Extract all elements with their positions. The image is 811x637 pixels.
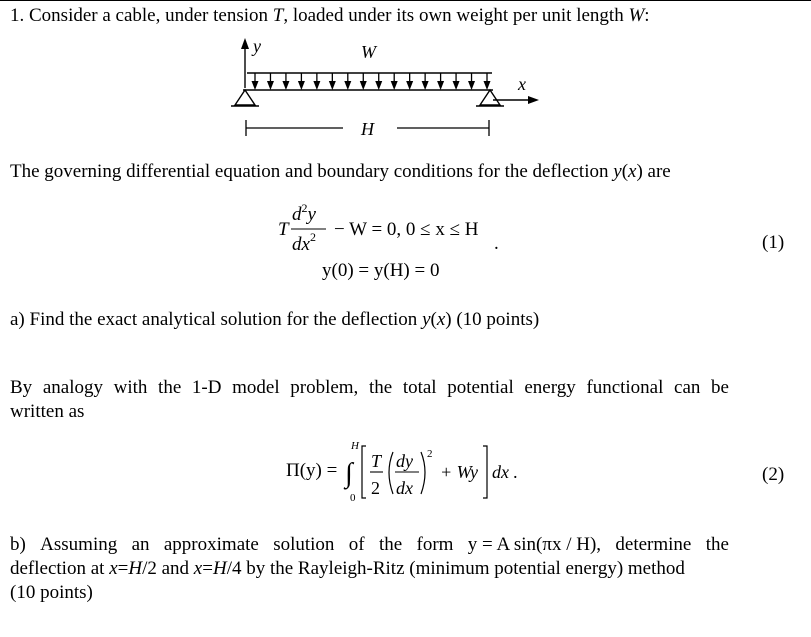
load-arrow-head — [282, 81, 289, 90]
y-axis-label: y — [253, 36, 261, 56]
problem-statement — [10, 4, 650, 28]
text-segment: W — [628, 5, 645, 26]
x-axis-label: x — [518, 74, 526, 94]
eq2-derivative-den: dx — [396, 478, 413, 498]
eq2-plus-term: + Wy — [440, 462, 478, 482]
text-segment: Consider a cable, under tension — [29, 5, 273, 26]
text-segment: x — [628, 161, 637, 182]
load-arrow-head — [329, 81, 336, 90]
part-b-word: solution — [273, 534, 335, 555]
text-segment: x — [436, 309, 446, 330]
part-b-word: the — [705, 534, 729, 555]
y-axis-arrowhead — [241, 38, 249, 49]
load-arrow-head — [468, 81, 475, 90]
text-segment: T — [272, 5, 284, 26]
text-segment: ) (10 points) — [445, 309, 540, 330]
part-b-word: determine — [615, 534, 692, 555]
analogy-line-1: By analogy with the 1-D model problem, the total potential energy functional can be — [10, 377, 729, 398]
eq2-derivative-num: dy — [396, 451, 413, 471]
right-support — [480, 90, 500, 105]
load-arrows — [252, 73, 491, 90]
eq2-integral-sign: ∫ — [345, 458, 353, 489]
load-arrow-head — [252, 81, 259, 90]
load-arrow-head — [375, 81, 382, 90]
load-arrow-head — [437, 81, 444, 90]
eq2-upper-limit: H — [351, 440, 359, 452]
eq2-exponent: 2 — [427, 448, 433, 460]
part-b-word: Assuming — [40, 534, 118, 555]
eq1-rest: − W = 0, 0 ≤ x ≤ H — [334, 219, 479, 240]
part-b-word: the — [378, 534, 403, 555]
eq1-numerator: $d^2y$ — [292, 201, 316, 225]
span-label: H — [361, 119, 374, 139]
part-a — [10, 308, 539, 332]
part-b-word: approximate — [163, 534, 259, 555]
text-segment: H — [212, 558, 227, 579]
part-b-word: an — [131, 534, 150, 555]
text-segment: x — [193, 558, 203, 579]
text-segment: a) Find the exact analytical solution for the deflection — [10, 309, 423, 330]
left-support — [235, 90, 255, 105]
part-b-word: of — [348, 534, 365, 555]
part-b-word: b) — [10, 534, 26, 555]
eq2-frac-num: T — [371, 451, 382, 471]
load-arrow-head — [344, 81, 351, 90]
part-b-line-1 — [10, 533, 729, 557]
load-arrow-head — [391, 81, 398, 90]
governing-text — [10, 160, 671, 184]
eq2-dx: dx . — [492, 462, 518, 482]
equation-1 — [270, 198, 530, 288]
text-segment: : — [644, 5, 650, 26]
text-segment: /2 and — [142, 558, 194, 579]
problem-number: 1. — [10, 5, 25, 26]
analogy-line-2: written as — [10, 401, 85, 422]
equation-2 — [280, 438, 530, 508]
load-arrow-head — [406, 81, 413, 90]
eq1-period: . — [494, 233, 499, 254]
text-segment: H — [128, 558, 143, 579]
eq1-denominator: $dx^2$ — [292, 230, 316, 255]
load-arrow-head — [298, 81, 305, 90]
eq1-number: (1) — [762, 232, 785, 253]
text-segment: y — [422, 309, 431, 330]
eq1-coefficient: T — [278, 219, 289, 240]
load-arrow-head — [313, 81, 320, 90]
text-segment: deflection at — [10, 558, 110, 579]
part-b-word: form — [416, 534, 454, 555]
text-segment: x — [109, 558, 118, 579]
load-arrow-head — [360, 81, 367, 90]
load-arrow-head — [267, 81, 274, 90]
top-rule — [0, 0, 811, 1]
part-b-line-2 — [10, 557, 685, 581]
text-segment: ( — [430, 309, 437, 330]
load-arrow-head — [422, 81, 429, 90]
load-arrow-head — [484, 81, 491, 90]
cable-figure — [225, 30, 555, 145]
text-segment: = — [117, 558, 129, 579]
part-b-word: y = A sin(πx / H), — [467, 534, 602, 555]
text-segment: = — [202, 558, 213, 579]
eq2-right-paren — [421, 452, 425, 494]
x-axis-arrowhead — [528, 96, 539, 104]
text-segment: ( — [621, 161, 629, 182]
eq2-frac-den: 2 — [371, 478, 380, 498]
problem-intro — [29, 5, 650, 26]
text-segment: /4 by the Rayleigh-Ritz (minimum potential energy) method — [226, 558, 685, 579]
eq1-boundary-conditions: y(0) = y(H) = 0 — [322, 260, 440, 281]
eq2-left-bracket — [362, 446, 366, 498]
eq2-number: (2) — [762, 464, 785, 485]
text-segment: , loaded under its own weight per unit length — [283, 5, 629, 26]
text-segment: ) are — [636, 161, 671, 182]
eq2-left-paren — [389, 452, 393, 494]
text-segment: The governing differential equation and boundary conditions for the deflection — [10, 161, 614, 182]
load-arrow-head — [453, 81, 460, 90]
eq2-right-bracket — [483, 446, 487, 498]
eq2-lower-limit: 0 — [350, 492, 356, 504]
part-b-line-3: (10 points) — [10, 582, 93, 603]
text-segment: y — [613, 161, 622, 182]
eq2-lhs: Π(y) = — [286, 460, 338, 481]
load-label: W — [361, 42, 376, 62]
